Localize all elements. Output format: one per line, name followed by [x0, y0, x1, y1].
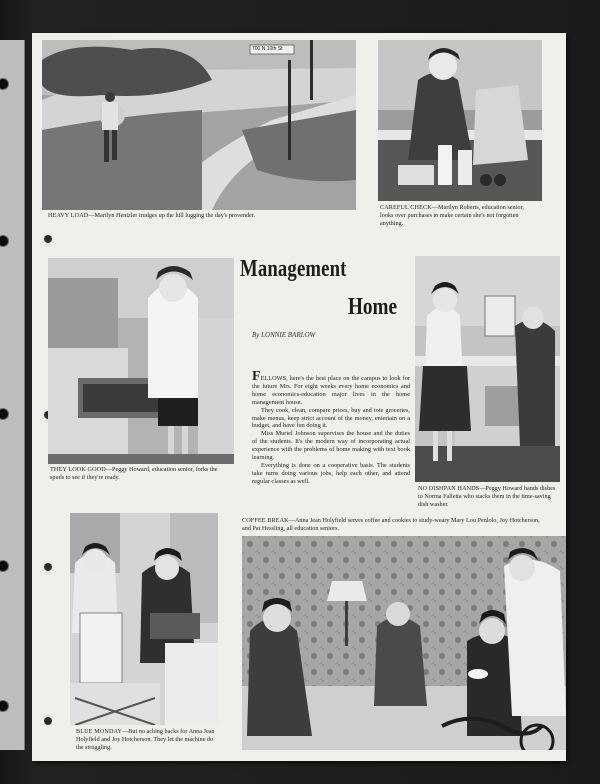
street-sign-text: 700 N 10th St	[252, 46, 283, 52]
article-paragraph: They cook, clean, compare prices, buy and tote groceries, make menus, keep strict account of the money, entertain on a budget, and have fun doing it.	[252, 406, 410, 430]
caption-text: —Anna Jean Holyfield serves coffee and cookies to study-weary Mary Lou Penlolo, Joy Hotcherson, and Pat Hessling, all education seniors.	[242, 517, 540, 533]
caption-lead: COFFEE BREAK	[242, 517, 289, 524]
no-dishpan-hands-caption	[418, 485, 558, 510]
caption-text: —But no aching backs for Anna Jean Holyfield and Joy Hotcherson. They let the machine do the struggling.	[76, 728, 215, 752]
article-body	[252, 369, 410, 486]
heavy-load-photo	[42, 40, 356, 210]
caption-text: —Peggy Howard, education senior, forks the spuds to see if they're ready.	[50, 466, 218, 482]
caption-text: —Marilyn Roberts, education senior, looks over purchases to make certain she's not forgotten anything.	[380, 204, 524, 228]
punch-hole	[44, 563, 52, 571]
blue-monday-photo	[70, 513, 218, 725]
article-byline: By LONNIE BARLOW	[252, 331, 316, 339]
caption-lead: BLUE MONDAY	[76, 728, 123, 735]
careful-check-caption	[380, 204, 530, 229]
coffee-break-photo	[242, 536, 566, 750]
article-title-line-1: Management	[240, 256, 347, 282]
article-paragraph: Everything is done on a cooperative basis. The students take turns doing various jobs, help each other, and attend regular classes as well.	[252, 461, 410, 485]
they-look-good-caption	[50, 466, 232, 482]
previous-page-edge	[0, 40, 25, 750]
they-look-good-photo	[48, 258, 234, 464]
caption-text: —Peggy Howard hands dishes to Norma Falletta who stacks them in the time-saving dish washer.	[418, 485, 556, 509]
punch-hole	[44, 717, 52, 725]
caption-lead: HEAVY LOAD	[48, 212, 89, 219]
caption-lead: NO DISHPAN HANDS	[418, 485, 480, 492]
no-dishpan-hands-photo	[415, 256, 560, 482]
caption-lead: THEY LOOK GOOD	[50, 466, 106, 473]
blue-monday-caption	[76, 728, 222, 753]
heavy-load-caption	[48, 212, 348, 220]
caption-text: —Marilyn Hentzler trudges up the hill lugging the day's provender.	[88, 212, 256, 219]
article-title-line-2: Home	[348, 294, 398, 320]
article-paragraph: Miss Muriel Johnson supervises the house and the duties of the students. It's the modern way of incorporating actual experience with the problems of home making with text book learning.	[252, 430, 410, 462]
paragraph-text: ELLOWS, here's the best place on the campus to look for the future Mrs. For eight weeks every home economics and home economics-education major lives in the home management house.	[252, 375, 410, 406]
article-paragraph	[252, 369, 410, 407]
careful-check-photo	[378, 40, 542, 201]
punch-hole	[44, 235, 52, 243]
coffee-break-caption	[242, 517, 540, 533]
drop-cap: F	[252, 369, 261, 384]
caption-lead: CAREFUL CHECK	[380, 204, 432, 211]
